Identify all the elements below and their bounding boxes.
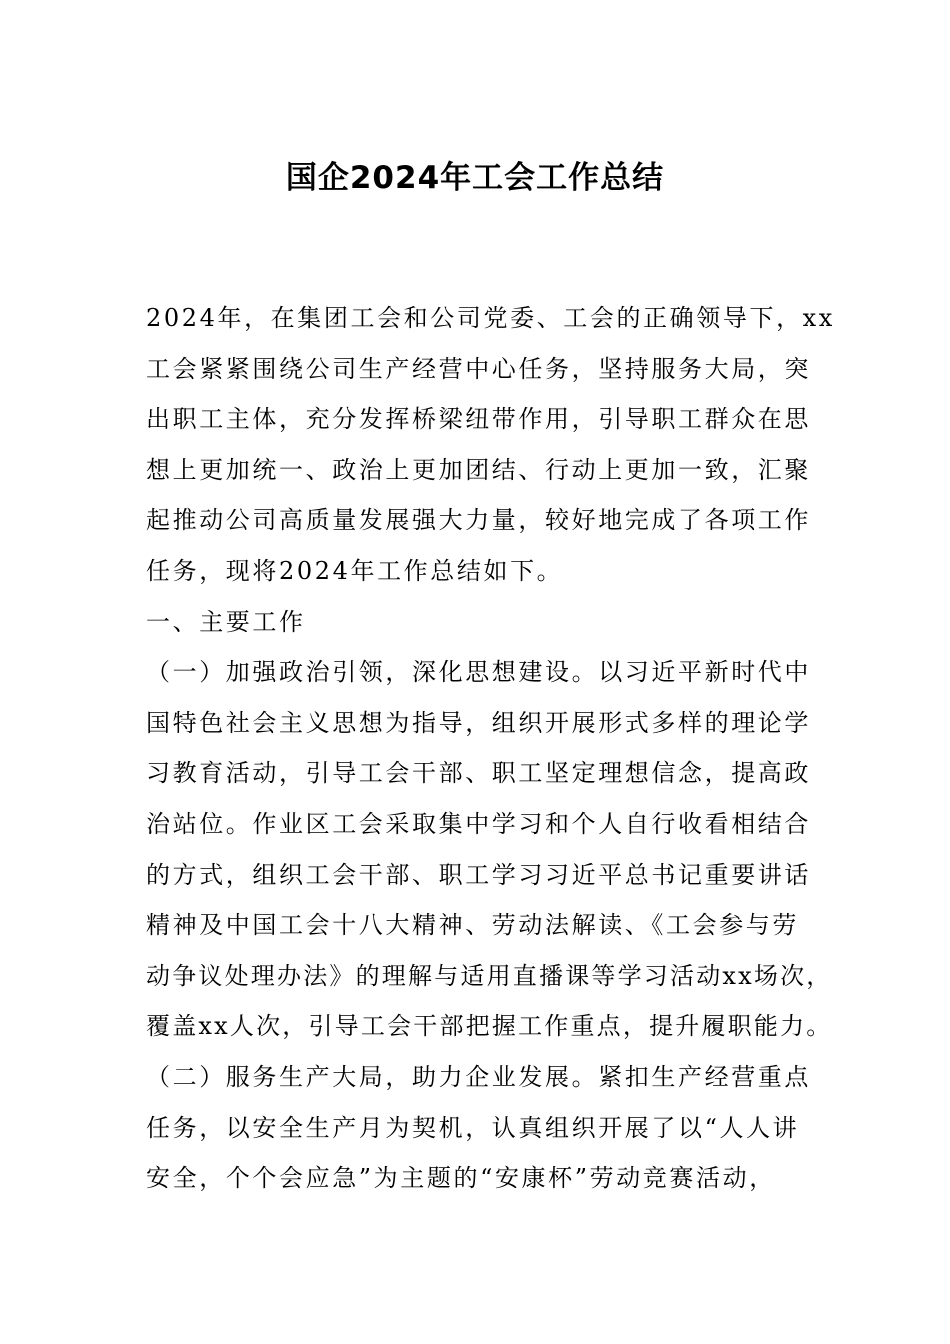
body-line-14: 动争议处理办法》的理解与适用直播课等学习活动xx场次，: [146, 961, 833, 990]
body-line-17: 任务，以安全生产月为契机，认真组织开展了以“人人讲: [146, 1113, 800, 1142]
body-line-8: （一）加强政治引领，深化思想建设。以习近平新时代中: [146, 658, 811, 687]
body-line-4: 想上更加统一、政治上更加团结、行动上更加一致，汇聚: [146, 455, 811, 484]
body-line-16: （二）服务生产大局，助力企业发展。紧扣生产经营重点: [146, 1062, 811, 1091]
body-line-5: 起推动公司高质量发展强大力量，较好地完成了各项工作: [146, 506, 811, 535]
body-line-6: 任务，现将2024年工作总结如下。: [146, 556, 564, 585]
body-line-13: 精神及中国工会十八大精神、劳动法解读、《工会参与劳: [146, 911, 799, 940]
body-line-11: 治站位。作业区工会采取集中学习和个人自行收看相结合: [146, 809, 811, 838]
document-body: [146, 293, 835, 1204]
body-line-9: 国特色社会主义思想为指导，组织开展形式多样的理论学: [146, 708, 811, 737]
section-heading: 一、主要工作: [146, 607, 306, 636]
body-line-2: 工会紧紧围绕公司生产经营中心任务，坚持服务大局，突: [146, 354, 811, 383]
body-line-18: 安全，个个会应急”为主题的“安康杯”劳动竞赛活动，: [146, 1164, 776, 1193]
document-title: 国企2024年工会工作总结: [285, 160, 665, 196]
body-line-3: 出职工主体，充分发挥桥梁纽带作用，引导职工群众在思: [146, 405, 811, 434]
body-line-12: 的方式，组织工会干部、职工学习习近平总书记重要讲话: [146, 860, 811, 889]
body-line-10: 习教育活动，引导工会干部、职工坚定理想信念，提高政: [146, 759, 811, 788]
body-line-1: 2024年，在集团工会和公司党委、工会的正确领导下，xx: [146, 304, 835, 332]
body-line-15: 覆盖xx人次，引导工会干部把握工作重点，提升履职能力。: [146, 1012, 833, 1041]
